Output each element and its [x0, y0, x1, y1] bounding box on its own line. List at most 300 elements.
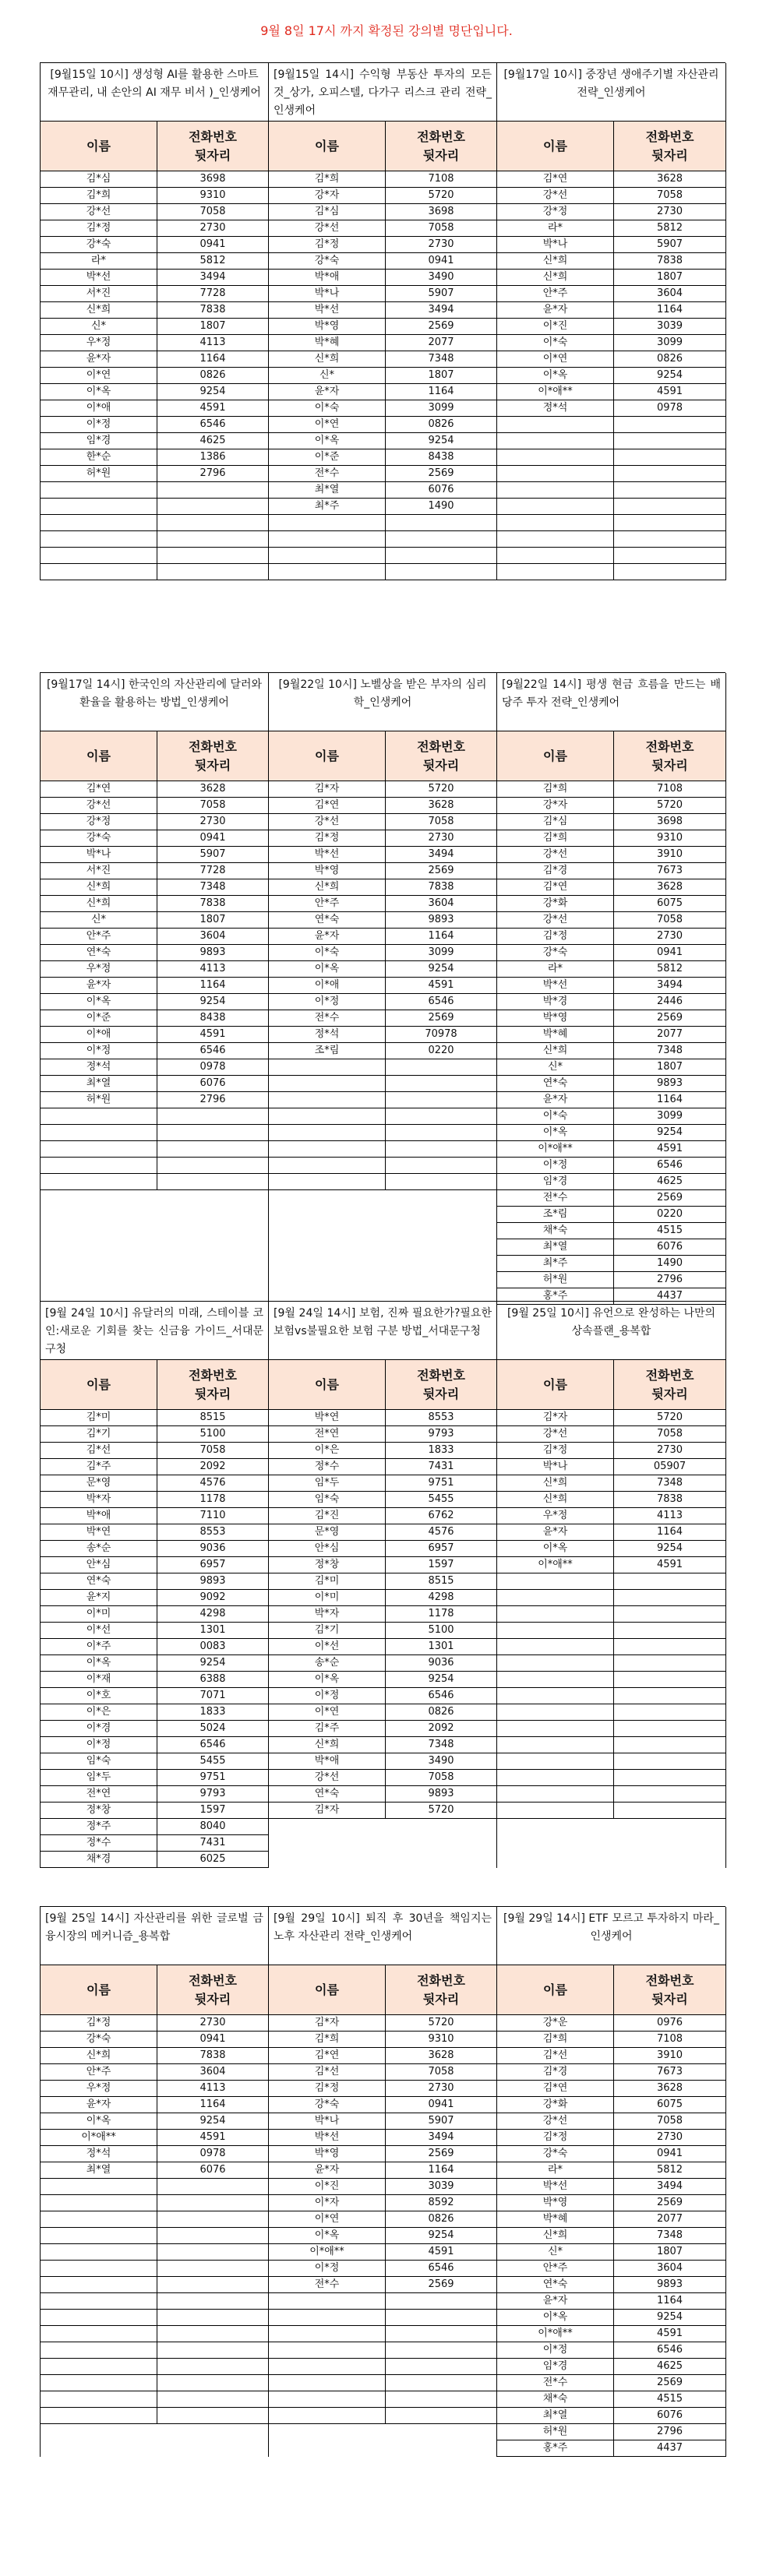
- phone-suffix: 4591: [428, 979, 454, 991]
- attendee-name: 박*영: [497, 1010, 614, 1026]
- table-row: [41, 351, 268, 368]
- table-row: [269, 2244, 496, 2261]
- table-row: [41, 1092, 268, 1108]
- attendee-name: [497, 564, 614, 580]
- phone-suffix: 3490: [428, 1755, 454, 1767]
- table-row: [497, 482, 725, 499]
- attendee-name: 박*선: [269, 847, 386, 862]
- attendee-name: 안*심: [41, 1557, 157, 1573]
- phone-suffix: [386, 2359, 496, 2374]
- phone-suffix: 7348: [656, 1045, 683, 1056]
- table-row: [497, 449, 725, 466]
- phone-suffix: 5720: [656, 799, 683, 811]
- phone-suffix: 6075: [656, 2099, 683, 2110]
- attendee-name: 박*나: [497, 237, 614, 252]
- table-row: [497, 1541, 725, 1557]
- table-row: [497, 548, 725, 564]
- attendee-name: [269, 1059, 386, 1075]
- attendee-name: 이*미: [269, 1590, 386, 1605]
- notice-title: 9월 8일 17시 까지 확정된 강의별 명단입니다.: [260, 23, 513, 38]
- phone-suffix: 9254: [428, 435, 454, 446]
- phone-suffix: 5455: [428, 1493, 454, 1505]
- attendee-name: 이*숙: [269, 945, 386, 960]
- table-row: [269, 1092, 496, 1108]
- name-column-header: 이름: [269, 122, 386, 171]
- table-row: [41, 449, 268, 466]
- phone-suffix: [386, 1125, 496, 1140]
- phone-suffix: 0826: [656, 353, 683, 365]
- phone-suffix: [157, 515, 268, 530]
- attendee-name: [41, 2179, 157, 2194]
- lecture-title: [9월17일 10시] 중장년 생애주기별 자산관리 전략_인생케어: [497, 63, 725, 122]
- table-row: [41, 433, 268, 449]
- table-row: [497, 1426, 725, 1443]
- table-row: [269, 2326, 496, 2342]
- table-row: [269, 961, 496, 978]
- attendee-name: 윤*자: [41, 2097, 157, 2113]
- attendee-name: 이*옥: [41, 994, 157, 1010]
- phone-suffix: 9254: [656, 1542, 683, 1554]
- table-row: [497, 912, 725, 929]
- table-row: [41, 2064, 268, 2081]
- table-row: [497, 2228, 725, 2244]
- attendee-name: 김*심: [41, 171, 157, 187]
- name-column-header: 이름: [497, 1360, 614, 1409]
- table-row: [41, 1737, 268, 1753]
- attendee-name: 이*애**: [269, 2244, 386, 2260]
- phone-suffix: [386, 1108, 496, 1124]
- attendee-name: [41, 2261, 157, 2276]
- attendee-name: [269, 2342, 386, 2358]
- table-row: [269, 1125, 496, 1141]
- table-row: [269, 2081, 496, 2097]
- table-row: [269, 945, 496, 961]
- lecture-table: [41, 673, 269, 1305]
- attendee-name: 연*숙: [269, 1786, 386, 1802]
- phone-suffix: [157, 1158, 268, 1173]
- attendee-name: 이*옥: [269, 2228, 386, 2243]
- table-row: [497, 1010, 725, 1027]
- attendee-name: 이*은: [41, 1704, 157, 1720]
- phone-suffix: 6076: [199, 2164, 226, 2176]
- attendee-name: 서*진: [41, 863, 157, 879]
- attendee-name: 신*희: [497, 270, 614, 285]
- attendee-name: 김*심: [497, 814, 614, 830]
- phone-suffix: [386, 2342, 496, 2358]
- table-row: [497, 2179, 725, 2195]
- attendee-name: 최*열: [41, 2162, 157, 2178]
- table-row: [269, 2375, 496, 2391]
- attendee-name: 박*나: [41, 847, 157, 862]
- table-row: [269, 1524, 496, 1541]
- phone-suffix: 7058: [656, 1428, 683, 1440]
- phone-suffix: 4515: [656, 1225, 683, 1236]
- phone-suffix: 0978: [199, 1061, 226, 1073]
- attendee-name: 강*숙: [41, 237, 157, 252]
- phone-suffix: 0941: [656, 946, 683, 958]
- attendee-name: 박*연: [269, 1410, 386, 1425]
- attendee-name: 이*애**: [497, 1557, 614, 1573]
- phone-suffix: [157, 2277, 268, 2292]
- phone-suffix: 4576: [199, 1477, 226, 1489]
- phone-suffix: [614, 1655, 725, 1671]
- table-row: [497, 2195, 725, 2211]
- attendee-name: [269, 2293, 386, 2309]
- phone-suffix: [157, 1125, 268, 1140]
- phone-suffix: 9751: [199, 1771, 226, 1783]
- table-row: [41, 1459, 268, 1475]
- attendee-name: 김*경: [497, 2064, 614, 2080]
- attendee-name: [41, 548, 157, 563]
- phone-suffix: 0826: [428, 1706, 454, 1718]
- attendee-name: 신*희: [269, 1737, 386, 1753]
- attendee-name: 정*석: [41, 2146, 157, 2162]
- table-row: [269, 2310, 496, 2326]
- attendee-name: 김*경: [497, 863, 614, 879]
- phone-suffix: [386, 1059, 496, 1075]
- attendee-name: 이*옥: [497, 1541, 614, 1556]
- table-row: [497, 2440, 725, 2457]
- phone-suffix: [614, 1590, 725, 1605]
- table-row: [497, 2130, 725, 2146]
- phone-suffix: 4113: [199, 963, 226, 974]
- table-row: [497, 1239, 725, 1256]
- phone-suffix: 0941: [428, 2099, 454, 2110]
- attendee-name: 신*희: [497, 1043, 614, 1059]
- table-row: [497, 1207, 725, 1223]
- attendee-name: 문*영: [269, 1524, 386, 1540]
- attendee-name: 윤*자: [269, 384, 386, 400]
- attendee-name: 이*옥: [41, 2113, 157, 2129]
- attendee-name: 이*옥: [41, 1655, 157, 1671]
- lecture-table: [269, 673, 497, 1305]
- phone-suffix: [157, 564, 268, 580]
- phone-suffix: [157, 482, 268, 498]
- table-row: [41, 2277, 268, 2293]
- attendee-name: 정*수: [269, 1459, 386, 1475]
- attendee-name: 박*혜: [497, 2211, 614, 2227]
- attendee-name: 임*숙: [41, 1753, 157, 1769]
- table-row: [41, 830, 268, 847]
- table-row: [41, 1819, 268, 1835]
- attendee-name: 연*숙: [497, 1076, 614, 1091]
- table-row: [497, 466, 725, 482]
- table-row: [41, 863, 268, 879]
- table-row: [41, 1802, 268, 1819]
- table-row: [497, 1721, 725, 1737]
- name-column-header: 이름: [269, 1965, 386, 2014]
- table-row: [41, 2195, 268, 2211]
- phone-suffix: 9254: [656, 369, 683, 381]
- attendee-name: 김*희: [497, 830, 614, 846]
- attendee-name: 전*연: [269, 1426, 386, 1442]
- phone-suffix: [614, 466, 725, 481]
- phone-suffix: 6762: [428, 1510, 454, 1521]
- phone-suffix: [386, 2391, 496, 2407]
- attendee-name: 이*숙: [497, 1108, 614, 1124]
- phone-suffix: [614, 564, 725, 580]
- phone-suffix: 6957: [428, 1542, 454, 1554]
- table-row: [269, 270, 496, 286]
- phone-suffix: 9310: [656, 832, 683, 844]
- attendee-name: 김*정: [497, 1443, 614, 1458]
- table-row: [41, 2097, 268, 2113]
- phone-suffix: 2092: [428, 1722, 454, 1734]
- attendee-name: 연*숙: [41, 1573, 157, 1589]
- table-row: [497, 2293, 725, 2310]
- attendee-name: 박*선: [41, 270, 157, 285]
- attendee-name: 우*정: [41, 961, 157, 977]
- table-row: [41, 1125, 268, 1141]
- attendee-name: 김*연: [497, 879, 614, 895]
- phone-suffix: 7838: [199, 304, 226, 315]
- attendee-name: 박*영: [269, 863, 386, 879]
- table-row: [41, 1508, 268, 1524]
- table-row: [497, 1623, 725, 1639]
- phone-suffix: 1807: [656, 271, 683, 283]
- phone-suffix: 9254: [199, 1657, 226, 1669]
- lecture-title: [9월 25일 10시] 유언으로 완성하는 나만의 상속플랜_용복합: [497, 1302, 725, 1360]
- phone-suffix: 2730: [656, 930, 683, 942]
- attendee-name: [497, 1639, 614, 1654]
- attendee-name: 허*원: [41, 466, 157, 481]
- phone-suffix: 9893: [428, 914, 454, 925]
- phone-suffix: 7058: [199, 206, 226, 217]
- table-row: [269, 1108, 496, 1125]
- attendee-name: 강*화: [497, 2097, 614, 2113]
- lecture-title: [9월22일 10시] 노벨상을 받은 부자의 심리학_인생케어: [269, 673, 496, 731]
- phone-suffix: 3910: [656, 2049, 683, 2061]
- phone-suffix: [157, 2326, 268, 2342]
- table-row: [497, 319, 725, 335]
- table-row: [41, 1043, 268, 1059]
- table-row: [269, 433, 496, 449]
- attendee-name: 임*숙: [269, 1492, 386, 1507]
- phone-suffix: 6388: [199, 1673, 226, 1685]
- phone-suffix: 2077: [428, 337, 454, 348]
- phone-column-header: 전화번호 뒷자리: [189, 738, 237, 773]
- lecture-title: [9월 29일 14시] ETF 모르고 투자하지 마라_인생케어: [497, 1907, 725, 1965]
- table-row: [269, 220, 496, 237]
- phone-suffix: 6546: [199, 1739, 226, 1750]
- attendee-name: 신*희: [269, 351, 386, 367]
- table-row: [41, 1426, 268, 1443]
- table-row: [41, 1158, 268, 1174]
- attendee-name: 이*옥: [41, 384, 157, 400]
- table-row: [41, 2032, 268, 2048]
- phone-suffix: 1178: [199, 1493, 226, 1505]
- attendee-name: 이*옥: [497, 2310, 614, 2325]
- name-column-header: 이름: [497, 731, 614, 781]
- table-row: [497, 2244, 725, 2261]
- phone-suffix: 1164: [656, 304, 683, 315]
- name-column-header: 이름: [41, 1965, 157, 2014]
- phone-suffix: [614, 1753, 725, 1769]
- table-row: [497, 1688, 725, 1704]
- phone-suffix: 3628: [656, 881, 683, 893]
- phone-suffix: 4437: [656, 1290, 683, 1302]
- table-row: [41, 929, 268, 945]
- phone-suffix: [157, 499, 268, 514]
- table-row: [497, 531, 725, 548]
- phone-suffix: 7058: [656, 2115, 683, 2127]
- phone-suffix: 9893: [428, 1788, 454, 1799]
- phone-suffix: 7838: [428, 881, 454, 893]
- phone-suffix: 7838: [656, 1493, 683, 1505]
- phone-suffix: 5100: [199, 1428, 226, 1440]
- attendee-name: 강*자: [497, 798, 614, 813]
- attendee-name: [497, 515, 614, 530]
- phone-suffix: 2569: [428, 467, 454, 479]
- phone-suffix: [614, 1688, 725, 1704]
- attendee-name: 강*선: [497, 1426, 614, 1442]
- table-row: [497, 433, 725, 449]
- table-row: [269, 335, 496, 351]
- phone-suffix: [614, 1606, 725, 1622]
- table-row: [41, 798, 268, 814]
- attendee-name: [497, 499, 614, 514]
- name-column-header: 이름: [497, 122, 614, 171]
- phone-suffix: 1386: [199, 451, 226, 463]
- table-row: [41, 1672, 268, 1688]
- attendee-name: 김*정: [269, 237, 386, 252]
- phone-suffix: 3494: [199, 271, 226, 283]
- attendee-name: 전*수: [497, 2375, 614, 2391]
- attendee-name: 김*미: [41, 1410, 157, 1425]
- phone-suffix: 7071: [199, 1690, 226, 1701]
- table-row: [41, 1010, 268, 1027]
- attendee-name: 박*혜: [269, 335, 386, 351]
- attendee-name: [497, 1655, 614, 1671]
- attendee-name: 김*정: [497, 929, 614, 944]
- phone-suffix: [386, 1076, 496, 1091]
- phone-suffix: 3099: [428, 946, 454, 958]
- phone-suffix: 1301: [428, 1640, 454, 1652]
- phone-suffix: 3604: [656, 287, 683, 299]
- attendee-name: 이*진: [269, 2179, 386, 2194]
- name-column-header: 이름: [269, 1360, 386, 1409]
- phone-suffix: 6546: [656, 1159, 683, 1171]
- table-row: [41, 1639, 268, 1655]
- attendee-name: 이*준: [41, 1010, 157, 1026]
- phone-suffix: 4298: [199, 1608, 226, 1619]
- table-row: [269, 2342, 496, 2359]
- table-row: [41, 1443, 268, 1459]
- phone-suffix: 2730: [199, 2017, 226, 2028]
- table-row: [497, 2146, 725, 2162]
- attendee-name: [41, 2391, 157, 2407]
- attendee-name: [497, 548, 614, 563]
- attendee-name: 이*선: [41, 1623, 157, 1638]
- lecture-title: [9월 24일 14시] 보험, 진짜 필요한가?필요한 보험vs불필요한 보험 구분 방법_서대문구청: [269, 1302, 496, 1360]
- phone-suffix: 1301: [199, 1624, 226, 1636]
- phone-suffix: 4113: [199, 2082, 226, 2094]
- phone-suffix: 4113: [656, 1510, 683, 1521]
- table-row: [269, 863, 496, 879]
- attendee-name: 이*옥: [497, 368, 614, 383]
- phone-suffix: 6546: [428, 996, 454, 1007]
- table-row: [497, 2359, 725, 2375]
- phone-suffix: 0941: [428, 255, 454, 266]
- table-row: [497, 368, 725, 384]
- phone-suffix: [614, 1573, 725, 1589]
- attendee-name: 강*선: [497, 847, 614, 862]
- table-row: [41, 368, 268, 384]
- table-row: [497, 1272, 725, 1288]
- phone-suffix: 1807: [656, 2246, 683, 2257]
- phone-suffix: 4591: [199, 1028, 226, 1040]
- table-row: [41, 171, 268, 188]
- attendee-name: [497, 1786, 614, 1802]
- table-row: [497, 847, 725, 863]
- attendee-name: 최*주: [269, 499, 386, 514]
- attendee-name: [269, 2359, 386, 2374]
- table-row: [41, 2391, 268, 2408]
- attendee-name: 박*선: [497, 978, 614, 993]
- table-row: [41, 1524, 268, 1541]
- attendee-name: [497, 1721, 614, 1736]
- attendee-name: 홍*주: [497, 1288, 614, 1304]
- phone-suffix: 7058: [428, 2066, 454, 2077]
- table-row: [497, 564, 725, 580]
- table-row: [41, 1721, 268, 1737]
- table-row: [497, 1737, 725, 1753]
- attendee-name: 라*: [41, 253, 157, 269]
- attendee-name: 이*연: [497, 351, 614, 367]
- phone-suffix: [386, 1092, 496, 1108]
- attendee-name: 김*연: [269, 2048, 386, 2063]
- table-row: [269, 302, 496, 319]
- attendee-name: 신*희: [497, 1475, 614, 1491]
- attendee-name: 채*경: [41, 1852, 157, 1867]
- attendee-name: 김*주: [269, 1721, 386, 1736]
- phone-suffix: 2730: [428, 238, 454, 250]
- table-row: [497, 1475, 725, 1492]
- table-header: [269, 731, 496, 781]
- attendee-name: 김*정: [269, 830, 386, 846]
- phone-suffix: 9254: [656, 1126, 683, 1138]
- table-row: [269, 814, 496, 830]
- attendee-name: 이*정: [41, 1043, 157, 1059]
- phone-suffix: 3698: [428, 206, 454, 217]
- phone-suffix: 2796: [199, 467, 226, 479]
- table-row: [41, 2293, 268, 2310]
- attendee-name: 강*선: [269, 220, 386, 236]
- table-row: [41, 1557, 268, 1573]
- phone-suffix: 7838: [656, 255, 683, 266]
- phone-suffix: 7728: [199, 865, 226, 876]
- phone-suffix: 2077: [656, 2213, 683, 2225]
- phone-suffix: 8553: [428, 1411, 454, 1423]
- table-row: [497, 1492, 725, 1508]
- phone-suffix: [386, 531, 496, 547]
- lecture-table: [497, 63, 726, 580]
- table-row: [41, 1852, 268, 1868]
- phone-suffix: [614, 433, 725, 449]
- attendee-name: [497, 1672, 614, 1687]
- name-column-header: 이름: [269, 731, 386, 781]
- table-row: [41, 1076, 268, 1092]
- table-row: [269, 531, 496, 548]
- phone-suffix: 4515: [656, 2393, 683, 2405]
- table-row: [269, 2032, 496, 2048]
- phone-suffix: 1807: [199, 320, 226, 332]
- table-row: [497, 830, 725, 847]
- table-row: [41, 286, 268, 302]
- phone-suffix: 4576: [428, 1526, 454, 1538]
- table-row: [497, 220, 725, 237]
- attendee-name: 조*림: [269, 1043, 386, 1059]
